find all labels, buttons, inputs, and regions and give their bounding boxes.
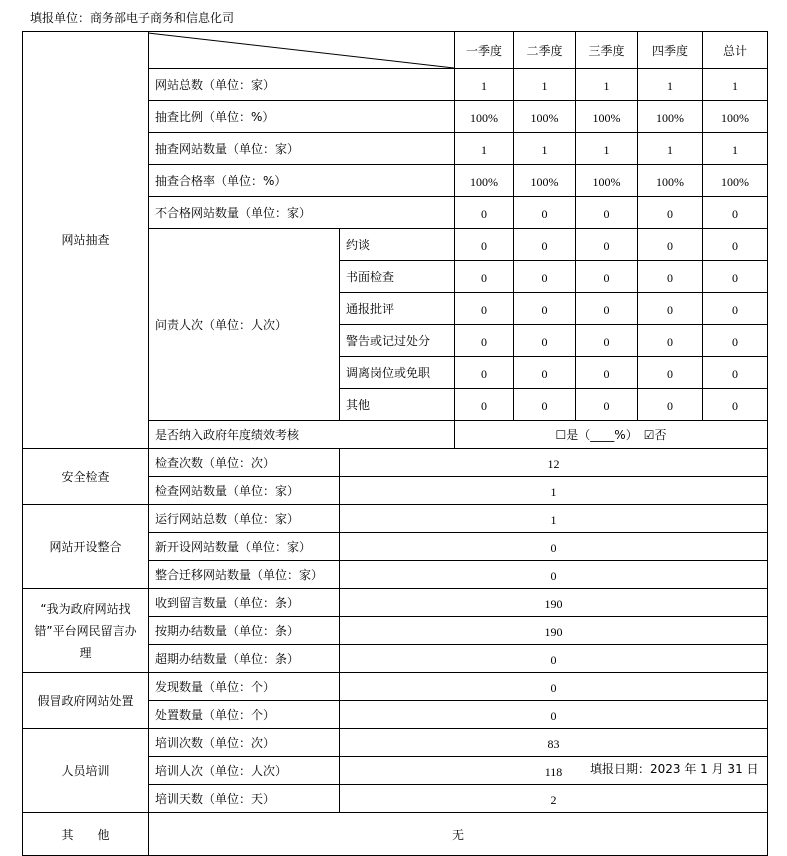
value-cell: 12 <box>340 449 768 477</box>
group-label: 假冒政府网站处置 <box>23 673 149 729</box>
value-cell: 0 <box>703 325 768 357</box>
value-cell: 1 <box>514 133 576 165</box>
value-cell: 0 <box>576 293 638 325</box>
other-value: 无 <box>149 813 768 856</box>
value-cell: 0 <box>638 293 703 325</box>
table-row <box>23 32 768 69</box>
value-cell: 0 <box>576 325 638 357</box>
row-label: 整合迁移网站数量（单位：家） <box>149 561 340 589</box>
value-cell: 1 <box>340 477 768 505</box>
row-label: 抽查比例（单位：%） <box>149 101 455 133</box>
value-cell: 0 <box>576 261 638 293</box>
value-cell: 1 <box>703 133 768 165</box>
value-cell: 1 <box>455 69 514 101</box>
value-cell: 1 <box>703 69 768 101</box>
value-cell: 0 <box>514 229 576 261</box>
value-cell: 0 <box>340 701 768 729</box>
value-cell: 0 <box>514 325 576 357</box>
value-cell: 100% <box>638 165 703 197</box>
performance-label: 是否纳入政府年度绩效考核 <box>149 421 455 449</box>
row-label: 收到留言数量（单位：条） <box>149 589 340 617</box>
value-cell: 100% <box>514 165 576 197</box>
row-label: 按期办结数量（单位：条） <box>149 617 340 645</box>
group-label: 安全检查 <box>23 449 149 505</box>
value-cell: 0 <box>703 261 768 293</box>
value-cell: 1 <box>455 133 514 165</box>
value-cell: 100% <box>703 165 768 197</box>
value-cell: 100% <box>455 101 514 133</box>
row-label: 发现数量（单位：个） <box>149 673 340 701</box>
value-cell: 100% <box>514 101 576 133</box>
value-cell: 1 <box>638 133 703 165</box>
column-header: 三季度 <box>576 32 638 69</box>
table-row <box>23 813 768 856</box>
row-label: 处置数量（单位：个） <box>149 701 340 729</box>
sub-row-label: 约谈 <box>340 229 455 261</box>
value-cell: 0 <box>340 673 768 701</box>
value-cell: 0 <box>576 229 638 261</box>
sub-row-label: 通报批评 <box>340 293 455 325</box>
diagonal-header <box>149 32 455 69</box>
group-label: “我为政府网站找错”平台网民留言办理 <box>23 589 149 673</box>
value-cell: 0 <box>455 325 514 357</box>
value-cell: 1 <box>576 69 638 101</box>
value-cell: 1 <box>638 69 703 101</box>
row-label: 超期办结数量（单位：条） <box>149 645 340 673</box>
row-label: 网站总数（单位：家） <box>149 69 455 101</box>
value-cell: 0 <box>576 357 638 389</box>
value-cell: 0 <box>455 293 514 325</box>
value-cell: 100% <box>703 101 768 133</box>
table-row <box>23 729 768 757</box>
value-cell: 83 <box>340 729 768 757</box>
group-label: 人员培训 <box>23 729 149 813</box>
value-cell: 0 <box>455 389 514 421</box>
accountability-label: 问责人次（单位：人次） <box>149 229 340 421</box>
value-cell: 0 <box>638 389 703 421</box>
table-row <box>23 589 768 617</box>
row-label: 抽查网站数量（单位：家） <box>149 133 455 165</box>
value-cell: 0 <box>638 197 703 229</box>
value-cell: 0 <box>703 197 768 229</box>
row-label: 不合格网站数量（单位：家） <box>149 197 455 229</box>
row-label: 培训天数（单位：天） <box>149 785 340 813</box>
value-cell: 190 <box>340 589 768 617</box>
fill-unit: 填报单位：商务部电子商务和信息化司 <box>30 11 235 25</box>
column-header: 一季度 <box>455 32 514 69</box>
sub-row-label: 书面检查 <box>340 261 455 293</box>
value-cell: 0 <box>576 197 638 229</box>
other-label: 其 他 <box>23 813 149 856</box>
value-cell: 100% <box>638 101 703 133</box>
value-cell: 0 <box>340 645 768 673</box>
value-cell: 100% <box>576 101 638 133</box>
value-cell: 190 <box>340 617 768 645</box>
value-cell: 0 <box>340 533 768 561</box>
value-cell: 0 <box>340 561 768 589</box>
value-cell: 0 <box>514 357 576 389</box>
row-label: 运行网站总数（单位：家） <box>149 505 340 533</box>
value-cell: 1 <box>576 133 638 165</box>
row-label: 培训人次（单位：人次） <box>149 757 340 785</box>
sub-row-label: 警告或记过处分 <box>340 325 455 357</box>
value-cell: 0 <box>638 357 703 389</box>
group-label: 网站开设整合 <box>23 505 149 589</box>
value-cell: 0 <box>514 293 576 325</box>
column-header: 四季度 <box>638 32 703 69</box>
value-cell: 0 <box>703 357 768 389</box>
value-cell: 0 <box>638 325 703 357</box>
value-cell: 0 <box>703 229 768 261</box>
row-label: 新开设网站数量（单位：家） <box>149 533 340 561</box>
value-cell: 0 <box>514 389 576 421</box>
sub-row-label: 调离岗位或免职 <box>340 357 455 389</box>
value-cell: 0 <box>703 293 768 325</box>
table-row <box>23 505 768 533</box>
value-cell: 0 <box>455 197 514 229</box>
column-header: 二季度 <box>514 32 576 69</box>
value-cell: 100% <box>455 165 514 197</box>
table-row <box>23 673 768 701</box>
fill-date: 填报日期：2023 年 1 月 31 日 <box>590 762 759 776</box>
sub-row-label: 其他 <box>340 389 455 421</box>
value-cell: 1 <box>340 505 768 533</box>
row-label: 检查网站数量（单位：家） <box>149 477 340 505</box>
value-cell: 0 <box>638 229 703 261</box>
value-cell: 0 <box>514 261 576 293</box>
diagonal-line <box>149 32 454 68</box>
group-label: 网站抽查 <box>23 32 149 449</box>
table-row <box>23 449 768 477</box>
value-cell: 0 <box>455 261 514 293</box>
value-cell: 2 <box>340 785 768 813</box>
value-cell: 0 <box>455 357 514 389</box>
value-cell: 0 <box>638 261 703 293</box>
value-cell: 1 <box>514 69 576 101</box>
performance-value: ☐是（____%） ☑否 <box>455 421 768 449</box>
value-cell: 118 <box>340 757 768 785</box>
row-label: 培训次数（单位：次） <box>149 729 340 757</box>
row-label: 检查次数（单位：次） <box>149 449 340 477</box>
value-cell: 100% <box>576 165 638 197</box>
value-cell: 0 <box>455 229 514 261</box>
column-header: 总计 <box>703 32 768 69</box>
value-cell: 0 <box>703 389 768 421</box>
website-report-table <box>22 31 768 856</box>
row-label: 抽查合格率（单位：%） <box>149 165 455 197</box>
value-cell: 0 <box>514 197 576 229</box>
value-cell: 0 <box>576 389 638 421</box>
